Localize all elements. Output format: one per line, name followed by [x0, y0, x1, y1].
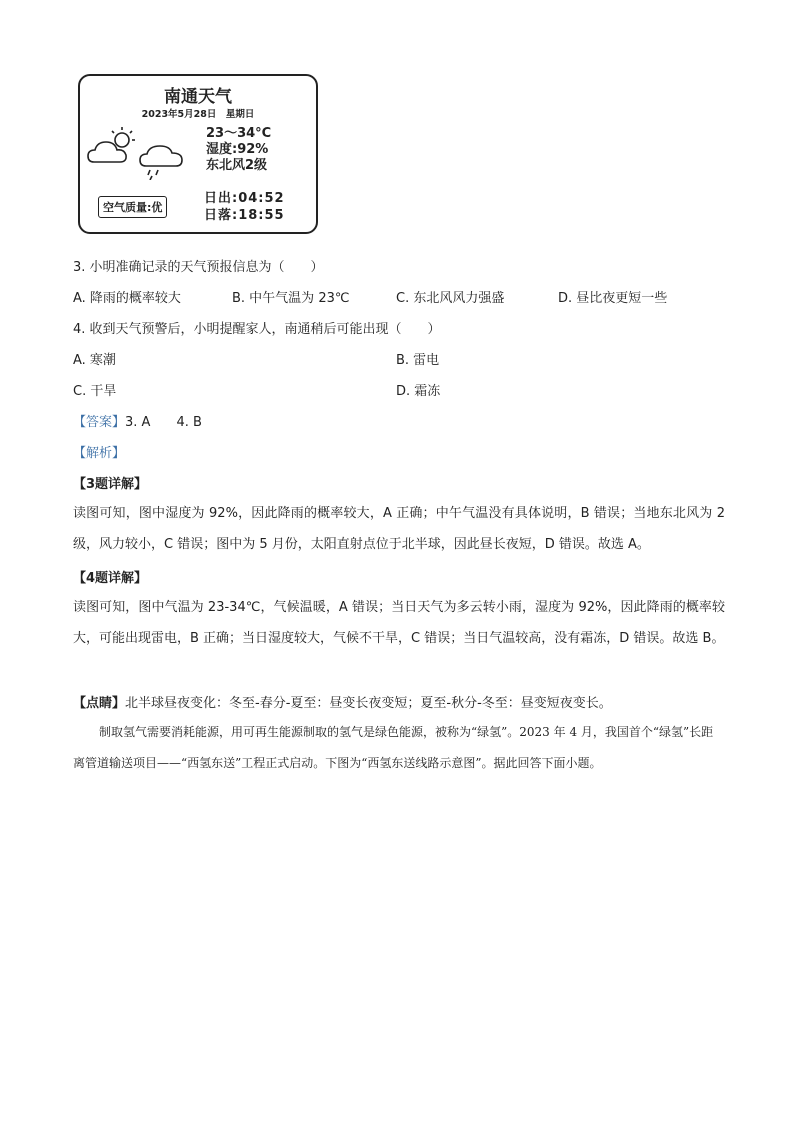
q4-option-b: B. 雷电: [396, 353, 440, 368]
wind-reading: 东北风2级: [206, 158, 268, 173]
weather-card-title: 南通天气: [164, 87, 232, 107]
tip-line: [73, 692, 612, 711]
q3-option-b: B. 中午气温为 23℃: [232, 291, 350, 306]
rain-cloud-icon: [140, 146, 182, 180]
q3-option-d: D. 昼比夜更短一些: [558, 291, 668, 306]
q3-option-c: C. 东北风风力强盛: [396, 291, 505, 306]
tip-text: 北半球昼夜变化：冬至-春分-夏至：昼变长夜变短；夏至-秋分-冬至：昼变短夜变长。: [125, 696, 612, 711]
detail-3-label: 【3题详解】: [73, 477, 148, 492]
question-3-stem: 3. 小明准确记录的天气预报信息为（ ）: [73, 260, 324, 275]
temperature-range: 23～34°C: [206, 126, 272, 141]
sunset-time: 日落:18:55: [204, 208, 285, 223]
q4-option-d: D. 霜冻: [396, 384, 441, 399]
weather-readings: [206, 126, 271, 174]
detail-4-text: 读图可知，图中气温为 23-34℃，气候温暖，A 错误；当日天气为多云转小雨，湿度为 92%，因此降雨的概率较大，可能出现雷电，B 正确；当日湿度较大，气候不干旱，C 错误；当日气温较高，没有霜冻，D 错误。故选 B。: [73, 600, 725, 646]
detail-4-label: 【4题详解】: [73, 571, 148, 586]
weather-card: [78, 74, 318, 234]
humidity-reading: 湿度:92%: [206, 142, 269, 157]
answer-text: 3. A 4. B: [125, 415, 202, 430]
q4-option-a: A. 寒潮: [73, 353, 116, 368]
answer-label: 【答案】: [73, 415, 126, 430]
weather-card-date: 2023年5月28日 星期日: [141, 109, 255, 120]
answer-line: [73, 411, 202, 430]
q3-option-a: A. 降雨的概率较大: [73, 291, 181, 306]
sun-times: [204, 190, 285, 224]
detail-3-text: 读图可知，图中湿度为 92%，因此降雨的概率较大，A 正确；中午气温没有具体说明，B 错误；当地东北风为 2级，风力较小，C 错误；图中为 5 月份，太阳直射点位于北半球，因此昼长夜短，D 错误。故选 A。: [73, 506, 725, 552]
sunrise-time: 日出:04:52: [204, 191, 285, 206]
q4-option-c: C. 干旱: [73, 384, 117, 399]
tip-label: 【点睛】: [73, 696, 126, 711]
weather-icons: [86, 126, 194, 180]
air-quality-badge: 空气质量:优: [98, 196, 167, 218]
sun-behind-cloud-icon: [88, 127, 135, 162]
analysis-label: 【解析】: [73, 446, 126, 461]
passage-paragraph: 制取氢气需要消耗能源，用可再生能源制取的氢气是绿色能源，被称为“绿氢”。2023 年 4 月，我国首个“绿氢”长距离管道输送项目——“西氢东送”工程正式启动。下图为“西氢东送线路示意图”。据此回答下面小题。: [73, 725, 714, 770]
question-4-stem: 4. 收到天气预警后，小明提醒家人，南通稍后可能出现（ ）: [73, 322, 441, 337]
